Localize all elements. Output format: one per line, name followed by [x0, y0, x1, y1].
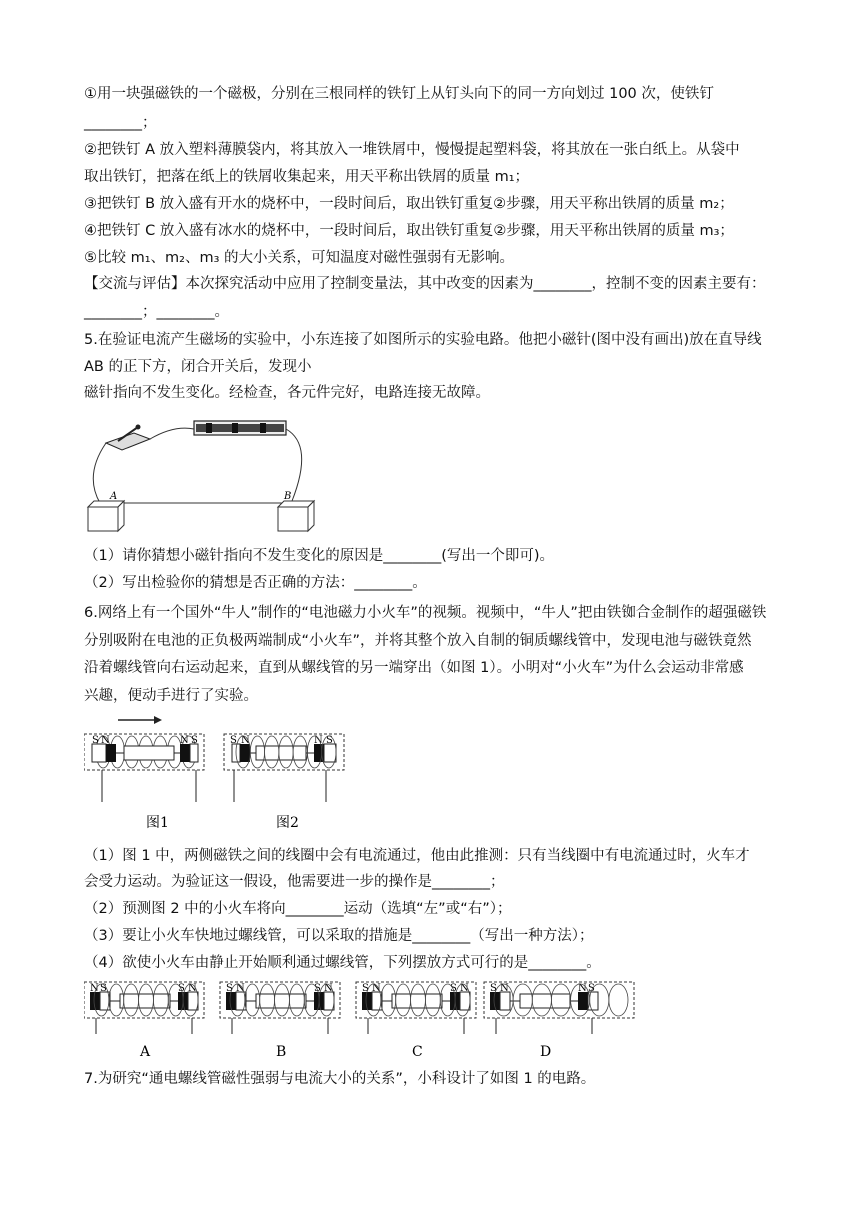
- pole-label: S: [450, 983, 457, 994]
- pole-label: N: [578, 983, 587, 994]
- text-line: （2）预测图 2 中的小火车将向________运动（选填“左”或“右”）；: [84, 901, 512, 917]
- fig2-right-s: S: [326, 735, 333, 746]
- text-line: ________；________。: [84, 304, 229, 320]
- caption-fig2: 图2: [276, 815, 299, 831]
- text-line: 磁针指向不发生变化。经检查，各元件完好，电路连接无故障。: [84, 385, 490, 401]
- text-line: （3）要让小火车快地过螺线管，可以采取的措施是________（写出一种方法）；: [84, 928, 594, 944]
- text-line: 【交流与评估】本次探究活动中应用了控制变量法，其中改变的因素为________，控制不变的因素主要有：: [84, 276, 766, 292]
- text-line: ________；: [84, 115, 157, 131]
- pole-label: N: [90, 983, 99, 994]
- train-figures: [84, 712, 364, 834]
- pole-label: S: [226, 983, 233, 994]
- text-line: 会受力运动。为验证这一假设，他需要进一步的操作是________；: [84, 874, 505, 890]
- text-line: ⑤比较 m₁、m₂、m₃ 的大小关系，可知温度对磁性强弱有无影响。: [84, 250, 515, 266]
- text-line: （1）图 1 中，两侧磁铁之间的线圈中会有电流通过，他由此推测：只有当线圈中有电流通过时，火车才: [84, 848, 750, 864]
- option-label: B: [276, 1044, 287, 1060]
- pole-label: S: [490, 983, 497, 994]
- text-line: 取出铁钉，把落在纸上的铁屑收集起来，用天平称出铁屑的质量 m₁；: [84, 169, 530, 185]
- option-label: D: [540, 1044, 552, 1060]
- text-line: （4）欲使小火车由静止开始顺利通过螺线管，下列摆放方式可行的是________。: [84, 955, 601, 971]
- pole-label: S: [178, 983, 185, 994]
- text-line: ②把铁钉 A 放入塑料薄膜袋内，将其放入一堆铁屑中，慢慢提起塑料袋，将其放在一张白纸上。从袋中: [84, 142, 740, 158]
- fig1-left-n: N: [101, 735, 110, 746]
- question-5-text: 5.在验证电流产生磁场的实验中，小东连接了如图所示的实验电路。他把小磁针(图中没有画出)放在直导线: [84, 332, 762, 348]
- pole-label: N: [500, 983, 509, 994]
- pole-label: N: [460, 983, 469, 994]
- option-a-figure: [84, 982, 204, 1060]
- option-d-figure: [484, 982, 634, 1060]
- option-figures: [84, 978, 644, 1064]
- question-7-text: 7.为研究“通电螺线管磁性强弱与电流大小的关系”，小科设计了如图 1 的电路。: [84, 1071, 596, 1087]
- fig2-left-s: S: [230, 735, 237, 746]
- text-line: 兴趣，便动手进行了实验。: [84, 688, 258, 704]
- fig1-left-s: S: [92, 735, 99, 746]
- pole-label: S: [100, 983, 107, 994]
- text-line: 分别吸附在电池的正负极两端制成“小火车”，并将其整个放入自制的铜质螺线管中，发现电池与磁铁竟然: [84, 633, 752, 649]
- pole-label: N: [188, 983, 197, 994]
- pole-label: S: [362, 983, 369, 994]
- option-label: C: [412, 1044, 423, 1060]
- circuit-figure: [84, 415, 324, 535]
- pole-label: S: [588, 983, 595, 994]
- fig1-right-s: S: [191, 735, 198, 746]
- pole-label: N: [236, 983, 245, 994]
- option-b-figure: [220, 982, 340, 1060]
- pole-label: N: [372, 983, 381, 994]
- text-line: （2）写出检验你的猜想是否正确的方法：________。: [84, 575, 427, 591]
- caption-fig1: 图1: [146, 815, 169, 831]
- coil-turn: [609, 984, 628, 1016]
- option-c-figure: [356, 982, 476, 1060]
- option-label: A: [140, 1044, 151, 1060]
- label-a: A: [110, 491, 118, 502]
- pole-label: N: [324, 983, 333, 994]
- text-line: ④把铁钉 C 放入盛有冰水的烧杯中，一段时间后，取出铁钉重复②步骤，用天平称出铁屑的质量 m₃；: [84, 223, 734, 239]
- text-line: 沿着螺线管向右运动起来，直到从螺线管的另一端穿出（如图 1）。小明对“小火车”为什么会运动非常感: [84, 660, 744, 676]
- text-line: AB 的正下方，闭合开关后，发现小: [84, 359, 312, 375]
- label-b: B: [284, 491, 292, 502]
- text-line: ①用一块强磁铁的一个磁极，分别在三根同样的铁钉上从钉头向下的同一方向划过 100 次，使铁钉: [84, 86, 714, 102]
- question-6-text: 6.网络上有一个国外“牛人”制作的“电池磁力小火车”的视频。视频中，“牛人”把由铁铷合金制作的超强磁铁: [84, 605, 767, 621]
- text-line: ③把铁钉 B 放入盛有开水的烧杯中，一段时间后，取出铁钉重复②步骤，用天平称出铁屑的质量 m₂；: [84, 196, 734, 212]
- text-line: （1）请你猜想小磁针指向不发生变化的原因是________(写出一个即可)。: [84, 548, 555, 564]
- fig2-right-n: N: [314, 735, 323, 746]
- pole-label: S: [314, 983, 321, 994]
- fig1-right-n: N: [180, 735, 189, 746]
- fig2-left-n: N: [241, 735, 250, 746]
